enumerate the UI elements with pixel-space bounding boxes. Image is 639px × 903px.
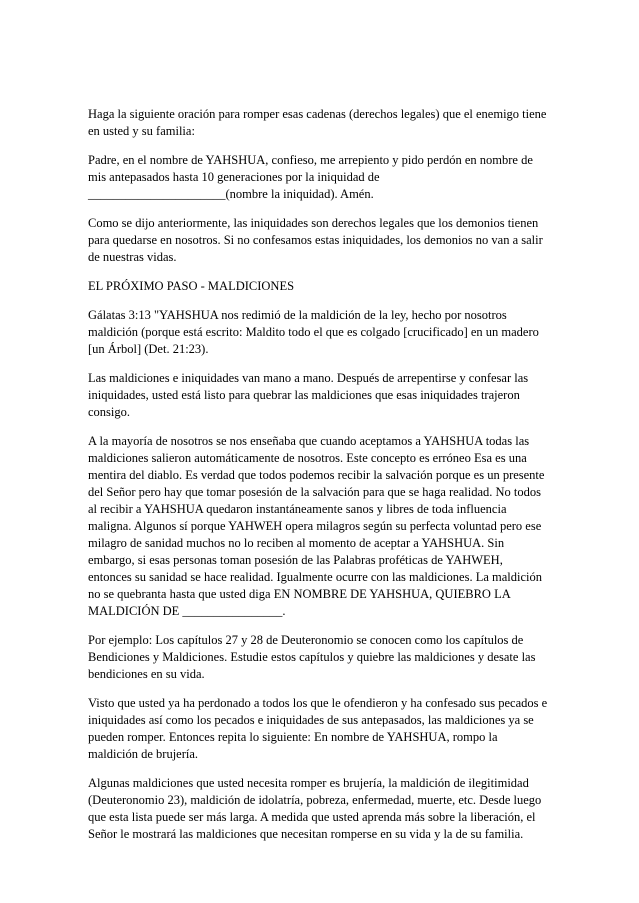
text-line: A la mayoría de nosotros se nos enseñaba que cuando aceptamos a YAHSHUA todas las <box>88 434 530 448</box>
text-line: Haga la siguiente oración para romper esas cadenas (derechos legales) que el enemigo tiene <box>88 107 547 121</box>
text-line: Algunas maldiciones que usted necesita romper es brujería, la maldición de ilegitimidad <box>88 776 529 790</box>
text-line: de nuestras vidas. <box>88 250 177 264</box>
text-line: iniquidades, usted está listo para quebrar las maldiciones que esas iniquidades trajeron <box>88 388 520 402</box>
document-page <box>88 106 558 855</box>
text-line: Como se dijo anteriormente, las iniquidades son derechos legales que los demonios tienen <box>88 216 539 230</box>
text-line: Padre, en el nombre de YAHSHUA, confieso, me arrepiento y pido perdón en nombre de <box>88 153 533 167</box>
text-line: EL PRÓXIMO PASO - MALDICIONES <box>88 279 295 293</box>
iniquities-explanation-paragraph <box>88 215 558 266</box>
text-line: iniquidades así como los pecados e iniquidades de sus antepasados, las maldiciones ya se <box>88 713 534 727</box>
deuteronomio-example-paragraph <box>88 632 558 683</box>
curse-list-paragraph <box>88 775 558 843</box>
text-line: pueden romper. Entonces repita lo siguiente: En nombre de YAHSHUA, rompo la <box>88 730 498 744</box>
text-line: que esta lista puede ser más larga. A medida que usted aprenda más sobre la liberación, el <box>88 810 536 824</box>
text-line: mis antepasados hasta 10 generaciones por la iniquidad de <box>88 170 380 184</box>
prayer-instruction-paragraph <box>88 106 558 140</box>
text-line: Señor le mostrará las maldiciones que necesitan romperse en su vida y la de su familia. <box>88 827 524 841</box>
text-line: en usted y su familia: <box>88 124 195 138</box>
text-line: MALDICIÓN DE ________________. <box>88 604 286 618</box>
text-line: no se quebranta hasta que usted diga EN NOMBRE DE YAHSHUA, QUIEBRO LA <box>88 587 511 601</box>
text-line: entonces su sanidad se hace realidad. Igualmente ocurre con las maldiciones. La maldición <box>88 570 542 584</box>
text-line: [un Árbol] (Det. 21:23). <box>88 342 209 356</box>
text-line: maligna. Algunos sí porque YAHWEH opera milagros según su perfecta voluntad pero ese <box>88 519 542 533</box>
text-line: milagro de sanidad muchos no lo reciben al momento de aceptar a YAHSHUA. Sin <box>88 536 505 550</box>
text-line: (Deuteronomio 23), maldición de idolatría, pobreza, enfermedad, muerte, etc. Desde luego <box>88 793 542 807</box>
text-line: al recibir a YAHSHUA quedaron instantáneamente sanos y libres de toda influencia <box>88 502 507 516</box>
galatas-quote-paragraph <box>88 307 558 358</box>
confession-prayer-paragraph <box>88 152 558 203</box>
text-line: Gálatas 3:13 "YAHSHUA nos redimió de la maldición de la ley, hecho por nosotros <box>88 308 507 322</box>
text-line: maldiciones salieron automáticamente de nosotros. Este concepto es erróneo Esa es una <box>88 451 527 465</box>
text-line: del Señor pero hay que tomar posesión de la salvación para que se haga realidad. No todos <box>88 485 541 499</box>
text-line: consigo. <box>88 405 131 419</box>
text-line: mentira del diablo. Es verdad que todos podemos recibir la salvación porque es un presente <box>88 468 545 482</box>
text-line: Bendiciones y Maldiciones. Estudie estos capítulos y quiebre las maldiciones y desate las <box>88 650 536 664</box>
forgiveness-paragraph <box>88 695 558 763</box>
text-line: para quedarse en nosotros. Si no confesamos estas iniquidades, los demonios no van a salir <box>88 233 543 247</box>
curses-iniquities-paragraph <box>88 370 558 421</box>
text-line: maldición (porque está escrito: Maldito todo el que es colgado [crucificado] en un madero <box>88 325 539 339</box>
text-line: embargo, si esas personas toman posesión de las Palabras proféticas de YAHWEH, <box>88 553 503 567</box>
text-line: Por ejemplo: Los capítulos 27 y 28 de Deuteronomio se conocen como los capítulos de <box>88 633 524 647</box>
section-heading-maldiciones <box>88 278 558 295</box>
text-line: Las maldiciones e iniquidades van mano a mano. Después de arrepentirse y confesar las <box>88 371 529 385</box>
text-line: maldición de brujería. <box>88 747 199 761</box>
text-line: bendiciones en su vida. <box>88 667 205 681</box>
salvation-teaching-paragraph <box>88 433 558 620</box>
text-line: ______________________(nombre la iniquidad). Amén. <box>88 187 374 201</box>
text-line: Visto que usted ya ha perdonado a todos los que le ofendieron y ha confesado sus pecados e <box>88 696 548 710</box>
